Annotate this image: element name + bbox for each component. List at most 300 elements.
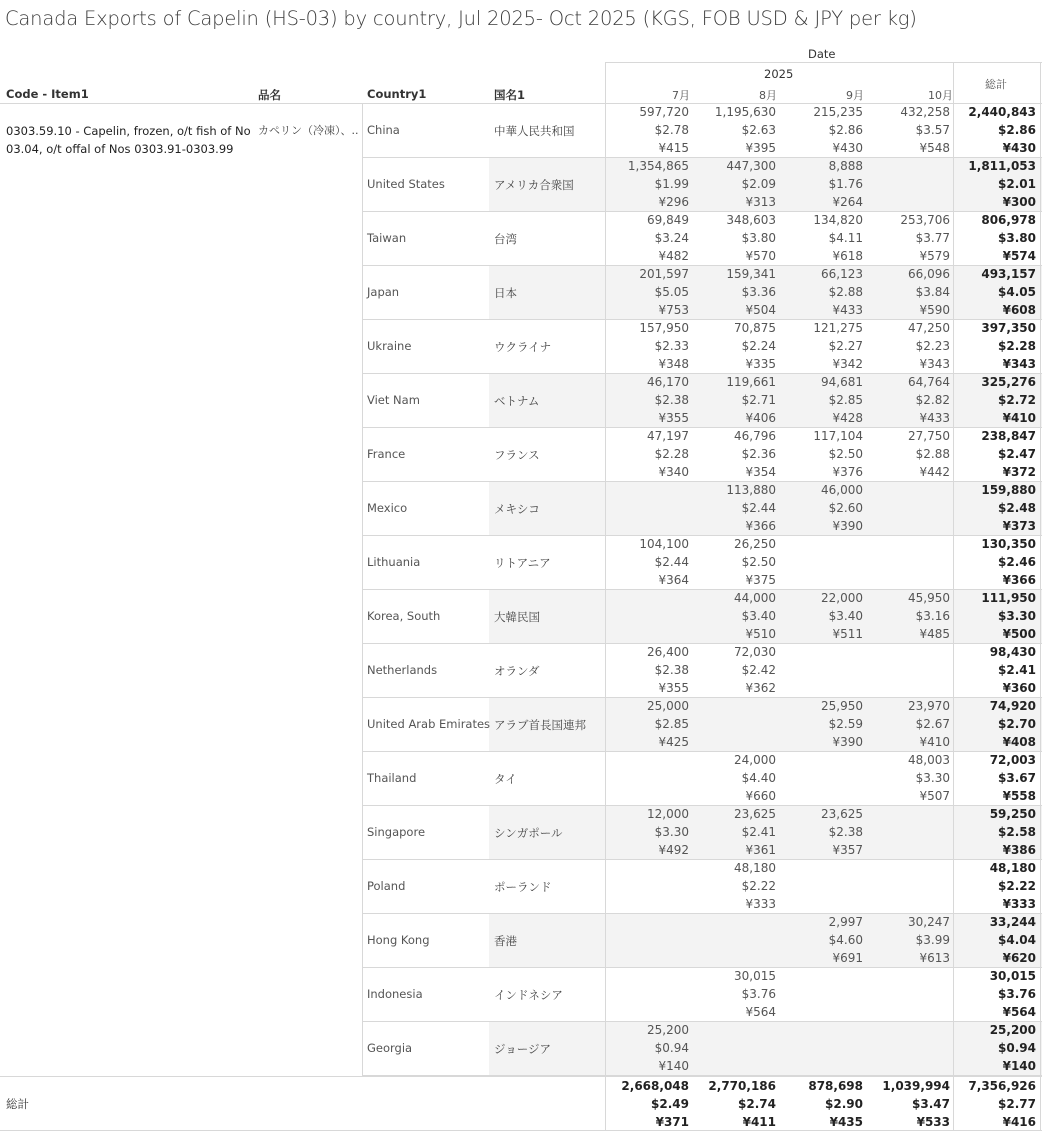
value-line: 325,276: [981, 375, 1036, 389]
value-line: [609, 499, 689, 517]
value-line: $3.67: [998, 771, 1036, 785]
value-line: [870, 499, 950, 517]
value-line: [783, 571, 863, 589]
value-line: 12,000: [647, 807, 689, 821]
value-line: [696, 1021, 776, 1039]
value-line: 159,341: [726, 267, 776, 281]
hinmei-header: 品名: [258, 88, 281, 102]
month-value-cell: [609, 319, 689, 373]
row-total-cell: [956, 265, 1036, 319]
month-value-cell: [696, 373, 776, 427]
column-divider: [953, 104, 954, 1131]
row-total-cell: [956, 697, 1036, 751]
month-value-cell: [696, 697, 776, 751]
value-line: ¥511: [832, 627, 863, 641]
month-value-cell: [783, 643, 863, 697]
value-line: $2.36: [741, 447, 776, 461]
value-line: 134,820: [813, 213, 863, 227]
value-line: [870, 1057, 950, 1075]
value-line: 104,100: [639, 537, 689, 551]
value-line: [609, 625, 689, 643]
row-total-cell: [956, 481, 1036, 535]
value-line: $2.44: [654, 555, 689, 569]
month-value-cell: [696, 751, 776, 805]
value-line: $3.80: [741, 231, 776, 245]
month-value-cell: [870, 697, 950, 751]
month-value-cell: [783, 805, 863, 859]
value-line: [609, 985, 689, 1003]
value-line: 7,356,926: [968, 1079, 1036, 1093]
value-line: 46,796: [734, 429, 776, 443]
value-line: [696, 913, 776, 931]
value-line: ¥485: [919, 627, 950, 641]
value-line: ¥425: [658, 735, 689, 749]
country-label: France: [367, 447, 406, 461]
value-line: [870, 175, 950, 193]
value-line: ¥411: [742, 1115, 776, 1129]
month-value-cell: [609, 535, 689, 589]
value-line: 1,039,994: [882, 1079, 950, 1093]
value-line: [870, 481, 950, 499]
month-value-cell: [783, 967, 863, 1021]
value-line: [609, 859, 689, 877]
value-line: $2.60: [828, 501, 863, 515]
value-line: $2.70: [998, 717, 1036, 731]
value-line: $5.05: [654, 285, 689, 299]
value-line: $3.80: [998, 231, 1036, 245]
month-value-cell: [783, 859, 863, 913]
value-line: $2.24: [741, 339, 776, 353]
country-jp-label: 大韓民国: [494, 610, 540, 624]
value-line: 253,706: [900, 213, 950, 227]
value-line: ¥433: [832, 303, 863, 317]
month-value-cell: [870, 373, 950, 427]
value-line: [783, 643, 863, 661]
value-line: ¥507: [919, 789, 950, 803]
month-header-jul: 7月: [672, 89, 690, 102]
month-value-cell: [870, 805, 950, 859]
month-value-cell: [783, 211, 863, 265]
value-line: $2.47: [998, 447, 1036, 461]
value-line: [870, 553, 950, 571]
grand-total-month-cell: [783, 1077, 863, 1131]
value-line: 25,200: [647, 1023, 689, 1037]
value-line: 72,003: [989, 753, 1036, 767]
value-line: 44,000: [734, 591, 776, 605]
value-line: 157,950: [639, 321, 689, 335]
value-line: ¥579: [919, 249, 950, 263]
country-jp-label: フランス: [494, 448, 540, 462]
month-value-cell: [783, 157, 863, 211]
value-line: [609, 913, 689, 931]
value-line: [609, 589, 689, 607]
value-line: 119,661: [726, 375, 776, 389]
value-line: [696, 931, 776, 949]
value-line: $1.99: [654, 177, 689, 191]
row-total-cell: [956, 319, 1036, 373]
value-line: 25,200: [989, 1023, 1036, 1037]
value-line: [870, 805, 950, 823]
header-divider: [605, 62, 1042, 63]
value-line: 159,880: [981, 483, 1036, 497]
value-line: ¥660: [745, 789, 776, 803]
month-value-cell: [870, 157, 950, 211]
value-line: $2.22: [998, 879, 1036, 893]
value-line: 201,597: [639, 267, 689, 281]
country-label: Hong Kong: [367, 933, 430, 947]
value-line: 8,888: [828, 159, 863, 173]
value-line: $2.50: [828, 447, 863, 461]
country-label: Taiwan: [367, 231, 407, 245]
value-line: $3.36: [741, 285, 776, 299]
country-jp-label: インドネシア: [494, 988, 563, 1002]
value-line: 2,668,048: [621, 1079, 689, 1093]
value-line: $3.30: [915, 771, 950, 785]
value-line: 447,300: [726, 159, 776, 173]
value-line: [870, 679, 950, 697]
value-line: [783, 877, 863, 895]
value-line: [870, 1021, 950, 1039]
month-value-cell: [696, 157, 776, 211]
value-line: ¥355: [658, 681, 689, 695]
value-line: ¥430: [1002, 141, 1036, 155]
value-line: $2.28: [654, 447, 689, 461]
value-line: $2.48: [998, 501, 1036, 515]
month-value-cell: [609, 211, 689, 265]
value-line: [609, 1003, 689, 1021]
value-line: $3.40: [828, 609, 863, 623]
value-line: [870, 1039, 950, 1057]
country-label: United States: [367, 177, 445, 191]
value-line: $3.16: [915, 609, 950, 623]
date-header: Date: [808, 47, 836, 61]
value-line: $0.94: [654, 1041, 689, 1055]
value-line: [870, 1003, 950, 1021]
value-line: ¥264: [832, 195, 863, 209]
month-value-cell: [696, 967, 776, 1021]
country-jp-label: アラブ首長国連邦: [494, 718, 586, 732]
value-line: [783, 985, 863, 1003]
value-line: [783, 787, 863, 805]
month-value-cell: [870, 751, 950, 805]
value-line: [870, 535, 950, 553]
value-line: [783, 1021, 863, 1039]
value-line: 59,250: [989, 807, 1036, 821]
value-line: 432,258: [900, 105, 950, 119]
month-value-cell: [870, 319, 950, 373]
row-total-cell: [956, 913, 1036, 967]
month-value-cell: [696, 427, 776, 481]
country-jp-label: 日本: [494, 286, 517, 300]
month-value-cell: [696, 1021, 776, 1075]
value-line: 46,000: [821, 483, 863, 497]
value-line: ¥371: [655, 1115, 689, 1129]
value-line: ¥435: [829, 1115, 863, 1129]
value-line: 66,096: [908, 267, 950, 281]
value-line: 30,015: [989, 969, 1036, 983]
value-line: $4.04: [998, 933, 1036, 947]
value-line: ¥564: [1002, 1005, 1036, 1019]
value-line: ¥372: [1002, 465, 1036, 479]
value-line: [696, 1057, 776, 1075]
value-line: ¥296: [658, 195, 689, 209]
value-line: ¥410: [1002, 411, 1036, 425]
value-line: 47,250: [908, 321, 950, 335]
value-line: [609, 877, 689, 895]
value-line: $3.76: [741, 987, 776, 1001]
value-line: ¥364: [658, 573, 689, 587]
value-line: $4.40: [741, 771, 776, 785]
value-line: $3.76: [998, 987, 1036, 1001]
value-line: ¥140: [658, 1059, 689, 1073]
month-value-cell: [783, 103, 863, 157]
row-total-cell: [956, 103, 1036, 157]
row-total-cell: [956, 967, 1036, 1021]
country-jp-label: オランダ: [494, 664, 540, 678]
country-jp-label: ジョージア: [494, 1042, 552, 1056]
month-value-cell: [609, 373, 689, 427]
value-line: 117,104: [813, 429, 863, 443]
value-line: [609, 931, 689, 949]
value-line: ¥492: [658, 843, 689, 857]
value-line: [870, 193, 950, 211]
row-total-cell: [956, 1021, 1036, 1075]
value-line: ¥613: [919, 951, 950, 965]
value-line: $3.84: [915, 285, 950, 299]
value-line: $2.58: [998, 825, 1036, 839]
value-line: [609, 895, 689, 913]
grand-total-month-cell: [870, 1077, 950, 1131]
value-line: ¥340: [658, 465, 689, 479]
value-line: $4.60: [828, 933, 863, 947]
month-value-cell: [870, 103, 950, 157]
value-line: [870, 967, 950, 985]
month-value-cell: [870, 427, 950, 481]
value-line: $2.41: [998, 663, 1036, 677]
month-value-cell: [783, 1021, 863, 1075]
value-line: [609, 481, 689, 499]
row-total-cell: [956, 859, 1036, 913]
value-line: $3.30: [654, 825, 689, 839]
month-value-cell: [870, 643, 950, 697]
value-line: ¥342: [832, 357, 863, 371]
month-value-cell: [696, 265, 776, 319]
value-line: $2.09: [741, 177, 776, 191]
value-line: 69,849: [647, 213, 689, 227]
value-line: 348,603: [726, 213, 776, 227]
value-line: $2.44: [741, 501, 776, 515]
month-value-cell: [870, 859, 950, 913]
value-line: 23,625: [821, 807, 863, 821]
page-title: Canada Exports of Capelin (HS-03) by country, Jul 2025- Oct 2025 (KGS, FOB USD & JPY per kg): [5, 7, 917, 30]
value-line: $2.41: [741, 825, 776, 839]
value-line: $2.59: [828, 717, 863, 731]
country-label: Mexico: [367, 501, 408, 515]
value-line: 30,247: [908, 915, 950, 929]
value-line: $2.28: [998, 339, 1036, 353]
value-line: ¥428: [832, 411, 863, 425]
month-header-aug: 8月: [759, 89, 777, 102]
month-value-cell: [609, 265, 689, 319]
month-value-cell: [696, 859, 776, 913]
country-label: Japan: [367, 285, 400, 299]
country-label: Netherlands: [367, 663, 438, 677]
month-value-cell: [783, 589, 863, 643]
value-line: ¥390: [832, 519, 863, 533]
value-line: 27,750: [908, 429, 950, 443]
value-line: $4.05: [998, 285, 1036, 299]
value-line: [609, 769, 689, 787]
value-line: ¥753: [658, 303, 689, 317]
value-line: 113,880: [726, 483, 776, 497]
country-jp-label: ポーランド: [494, 880, 552, 894]
month-value-cell: [783, 535, 863, 589]
value-line: ¥442: [919, 465, 950, 479]
month-value-cell: [783, 427, 863, 481]
value-line: [696, 949, 776, 967]
country-jp-label: タイ: [494, 772, 517, 786]
month-value-cell: [783, 265, 863, 319]
value-line: [696, 1039, 776, 1057]
value-line: [783, 895, 863, 913]
grand-total-cell: [956, 1077, 1036, 1131]
value-line: $3.40: [741, 609, 776, 623]
value-line: [783, 553, 863, 571]
value-line: 493,157: [981, 267, 1036, 281]
value-line: ¥333: [745, 897, 776, 911]
value-line: 48,180: [989, 861, 1036, 875]
value-line: 2,997: [828, 915, 863, 929]
value-line: ¥366: [745, 519, 776, 533]
value-line: ¥590: [919, 303, 950, 317]
country-jp-label: ベトナム: [494, 394, 540, 408]
country-label: Thailand: [367, 771, 417, 785]
month-value-cell: [609, 643, 689, 697]
value-line: [870, 517, 950, 535]
month-value-cell: [783, 697, 863, 751]
value-line: 130,350: [981, 537, 1036, 551]
month-header-sep: 9月: [846, 89, 864, 102]
country-label: Lithuania: [367, 555, 421, 569]
value-line: $2.86: [998, 123, 1036, 137]
value-line: ¥373: [1002, 519, 1036, 533]
value-line: ¥504: [745, 303, 776, 317]
month-value-cell: [696, 481, 776, 535]
value-line: ¥482: [658, 249, 689, 263]
country-label: Ukraine: [367, 339, 412, 353]
value-line: [696, 697, 776, 715]
value-line: [870, 823, 950, 841]
country-label: Korea, South: [367, 609, 441, 623]
value-line: $2.23: [915, 339, 950, 353]
value-line: $2.01: [998, 177, 1036, 191]
value-line: $3.99: [915, 933, 950, 947]
value-line: [870, 859, 950, 877]
month-value-cell: [609, 967, 689, 1021]
value-line: ¥691: [832, 951, 863, 965]
value-line: $2.72: [998, 393, 1036, 407]
value-line: ¥618: [832, 249, 863, 263]
value-line: 33,244: [989, 915, 1036, 929]
value-line: $2.74: [738, 1097, 776, 1111]
country-jp-label: シンガポール: [494, 826, 563, 840]
month-value-cell: [870, 967, 950, 1021]
country-jp-label: 香港: [494, 934, 517, 948]
value-line: ¥390: [832, 735, 863, 749]
country-jp-label: 台湾: [494, 232, 517, 246]
value-line: 2,770,186: [708, 1079, 776, 1093]
value-line: ¥354: [745, 465, 776, 479]
value-line: 47,197: [647, 429, 689, 443]
row-total-cell: [956, 211, 1036, 265]
value-line: ¥357: [832, 843, 863, 857]
value-line: 45,950: [908, 591, 950, 605]
value-line: 48,003: [908, 753, 950, 767]
value-line: [783, 769, 863, 787]
value-line: ¥558: [1002, 789, 1036, 803]
value-line: ¥570: [745, 249, 776, 263]
value-line: ¥355: [658, 411, 689, 425]
value-line: [870, 877, 950, 895]
month-value-cell: [696, 643, 776, 697]
value-line: [783, 1039, 863, 1057]
value-line: [870, 841, 950, 859]
country-label: United Arab Emirates: [367, 717, 491, 731]
value-line: [783, 1003, 863, 1021]
value-line: $2.63: [741, 123, 776, 137]
value-line: 111,950: [981, 591, 1036, 605]
value-line: $2.86: [828, 123, 863, 137]
value-line: $2.67: [915, 717, 950, 731]
value-line: [870, 157, 950, 175]
value-line: $2.33: [654, 339, 689, 353]
country-label: Singapore: [367, 825, 426, 839]
value-line: 23,625: [734, 807, 776, 821]
grand-total-label: 総計: [6, 1097, 29, 1111]
value-line: 23,970: [908, 699, 950, 713]
row-total-cell: [956, 805, 1036, 859]
country-jp-label: リトアニア: [494, 556, 551, 570]
month-header-oct: 10月: [928, 89, 953, 102]
row-total-cell: [956, 427, 1036, 481]
month-value-cell: [609, 859, 689, 913]
value-line: ¥375: [745, 573, 776, 587]
value-line: ¥343: [919, 357, 950, 371]
value-line: $2.38: [654, 393, 689, 407]
month-value-cell: [609, 481, 689, 535]
item-code-label: 0303.59.10 - Capelin, frozen, o/t fish of No 03.04, o/t offal of Nos 0303.91-0303.99: [6, 124, 251, 156]
value-line: $2.85: [654, 717, 689, 731]
value-line: 72,030: [734, 645, 776, 659]
value-line: $2.88: [915, 447, 950, 461]
value-line: 22,000: [821, 591, 863, 605]
value-line: $2.77: [998, 1097, 1036, 1111]
month-value-cell: [870, 211, 950, 265]
value-line: 215,235: [813, 105, 863, 119]
value-line: ¥335: [745, 357, 776, 371]
value-line: $2.82: [915, 393, 950, 407]
value-line: ¥433: [919, 411, 950, 425]
row-total-cell: [956, 535, 1036, 589]
month-value-cell: [870, 1021, 950, 1075]
value-line: ¥564: [745, 1005, 776, 1019]
value-line: 25,950: [821, 699, 863, 713]
value-line: [783, 535, 863, 553]
month-value-cell: [609, 697, 689, 751]
value-line: $3.47: [912, 1097, 950, 1111]
value-line: [609, 517, 689, 535]
month-value-cell: [609, 157, 689, 211]
